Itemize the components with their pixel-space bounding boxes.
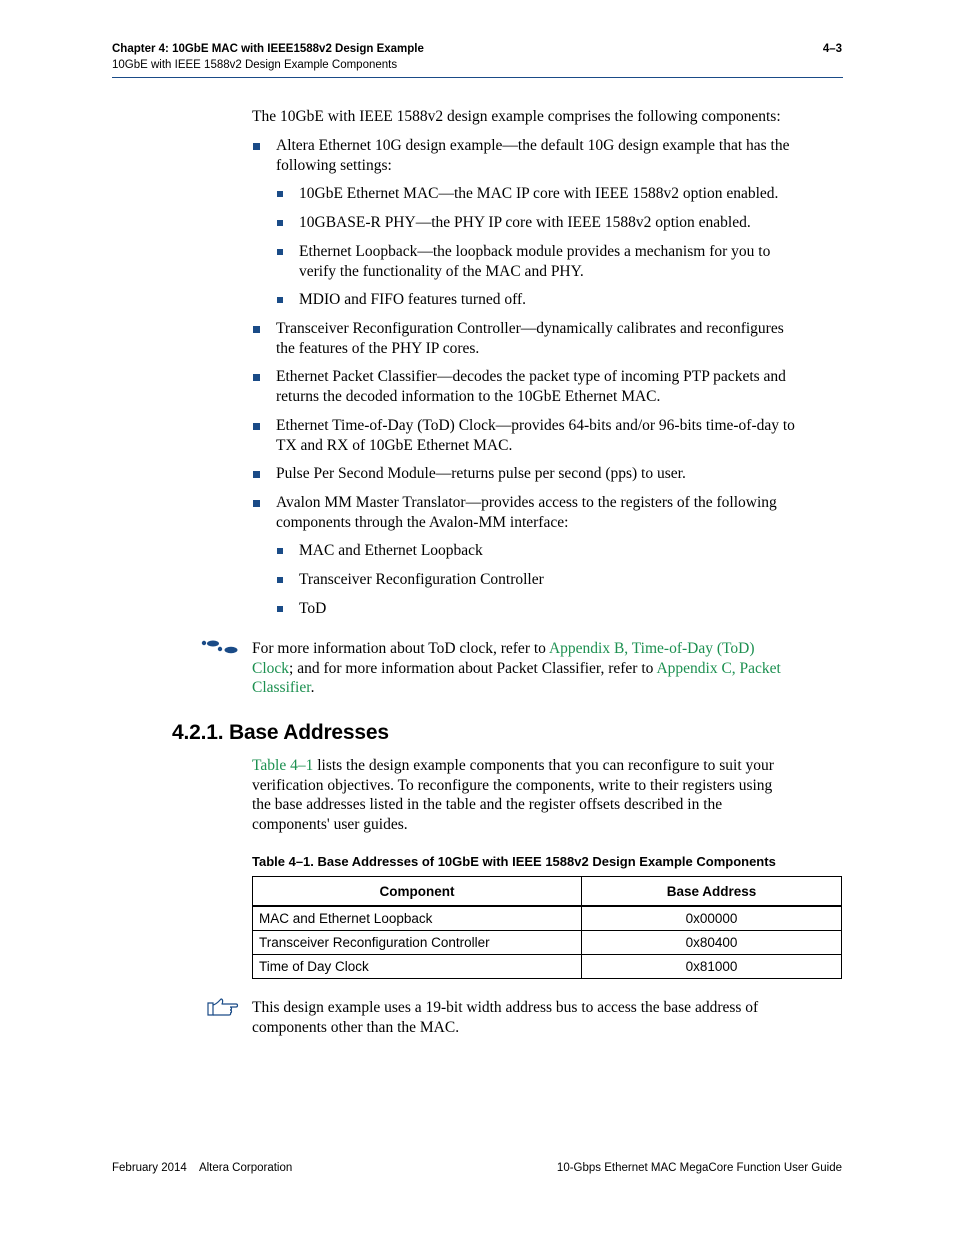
sub-bullet-3: Ethernet Loopback—the loopback module provides a mechanism for you to verify the functionality of the MAC and PHY. (299, 243, 771, 280)
table-header-row (253, 877, 842, 907)
sub-bullet-icon (277, 606, 283, 612)
address-bus-note: This design example uses a 19-bit width address bus to access the base address of components other than the MAC. (252, 999, 759, 1036)
header-component: Component (253, 877, 582, 907)
bullet-icon (253, 471, 260, 478)
table-cell: 0x00000 (582, 906, 842, 931)
table-cell: 0x80400 (582, 931, 842, 955)
header-section: 10GbE with IEEE 1588v2 Design Example Components (112, 59, 398, 71)
header-rule (112, 77, 843, 78)
header-chapter: Chapter 4: 10GbE MAC with IEEE1588v2 Design Example (112, 43, 424, 55)
bullet-icon (253, 500, 260, 507)
footer-right: 10-Gbps Ethernet MAC MegaCore Function User Guide (556, 1162, 842, 1174)
sub-bullet-icon (277, 577, 283, 583)
sub-bullet-icon (277, 297, 283, 303)
sub-bullet-icon (277, 220, 283, 226)
base-addresses-paragraph: Table 4–1 lists the design example components that you can reconfigure to suit your verification objectives. To reconfigure the components, write to their registers using the base addresses listed in the table and the register offsets described in the components' user guides. (252, 757, 774, 833)
table-cell: Transceiver Reconfiguration Controller (253, 931, 582, 955)
header-base-address: Base Address (582, 877, 842, 907)
section-heading: 4.2.1. Base Addresses (172, 721, 389, 744)
bullet-5: Pulse Per Second Module—returns pulse per second (pps) to user. (276, 465, 686, 482)
table-caption: Table 4–1. Base Addresses of 10GbE with IEEE 1588v2 Design Example Components (252, 854, 776, 869)
table-row (253, 931, 842, 955)
sub-bullet-icon (277, 249, 283, 255)
sub-bullet-2: 10GBASE-R PHY—the PHY IP core with IEEE 1588v2 option enabled. (299, 214, 751, 231)
bullet-1: Altera Ethernet 10G design example—the default 10G design example that has the following settings: (276, 137, 790, 174)
more-info-note: For more information about ToD clock, refer to Appendix B, Time-of-Day (ToD) Clock; and for more information about Packet Classifier, refer to Appendix C, Packet Classifier. (252, 640, 781, 696)
appendix-c-link-cont[interactable]: Classifier (252, 679, 311, 696)
bullet-icon (253, 143, 260, 150)
table-cell: Time of Day Clock (253, 955, 582, 979)
table-row (253, 955, 842, 979)
table-cell: 0x81000 (582, 955, 842, 979)
table-row (253, 906, 842, 931)
footer-left: February 2014 Altera Corporation (112, 1162, 293, 1174)
sub-bullet-7: ToD (299, 600, 327, 617)
appendix-b-link-cont[interactable]: Clock (252, 659, 290, 677)
bullet-6: Avalon MM Master Translator—provides access to the registers of the following components through the Avalon-MM interface: (276, 494, 777, 531)
bullet-icon (253, 326, 260, 333)
page-number: 4–3 (822, 43, 842, 55)
sub-bullet-5: MAC and Ethernet Loopback (299, 542, 483, 559)
sub-bullet-icon (277, 191, 283, 197)
note-hand-icon (207, 998, 239, 1018)
bullet-icon (253, 423, 260, 430)
table-4-1-link[interactable]: Table 4–1 (252, 757, 314, 774)
bullet-2: Transceiver Reconfiguration Controller—dynamically calibrates and reconfigures the features of the PHY IP cores. (276, 320, 784, 357)
more-info-icon (200, 640, 240, 658)
sub-bullet-icon (277, 548, 283, 554)
sub-bullet-1: 10GbE Ethernet MAC—the MAC IP core with IEEE 1588v2 option enabled. (299, 185, 779, 202)
appendix-b-link[interactable]: Appendix B, Time-of-Day (ToD) (548, 640, 755, 657)
appendix-c-link[interactable]: Appendix C, Packet (656, 659, 781, 677)
sub-bullet-6: Transceiver Reconfiguration Controller (299, 571, 544, 588)
sub-bullet-4: MDIO and FIFO features turned off. (299, 291, 526, 308)
base-address-table (252, 876, 842, 979)
bullet-3: Ethernet Packet Classifier—decodes the packet type of incoming PTP packets and returns the decoded information to the 10GbE Ethernet MAC. (276, 368, 786, 405)
bullet-icon (253, 374, 260, 381)
bullet-4: Ethernet Time-of-Day (ToD) Clock—provides 64-bits and/or 96-bits time-of-day to TX and RX of 10GbE Ethernet MAC. (276, 417, 795, 454)
intro-text: The 10GbE with IEEE 1588v2 design example comprises the following components: (252, 108, 781, 125)
table-cell: MAC and Ethernet Loopback (253, 906, 582, 931)
